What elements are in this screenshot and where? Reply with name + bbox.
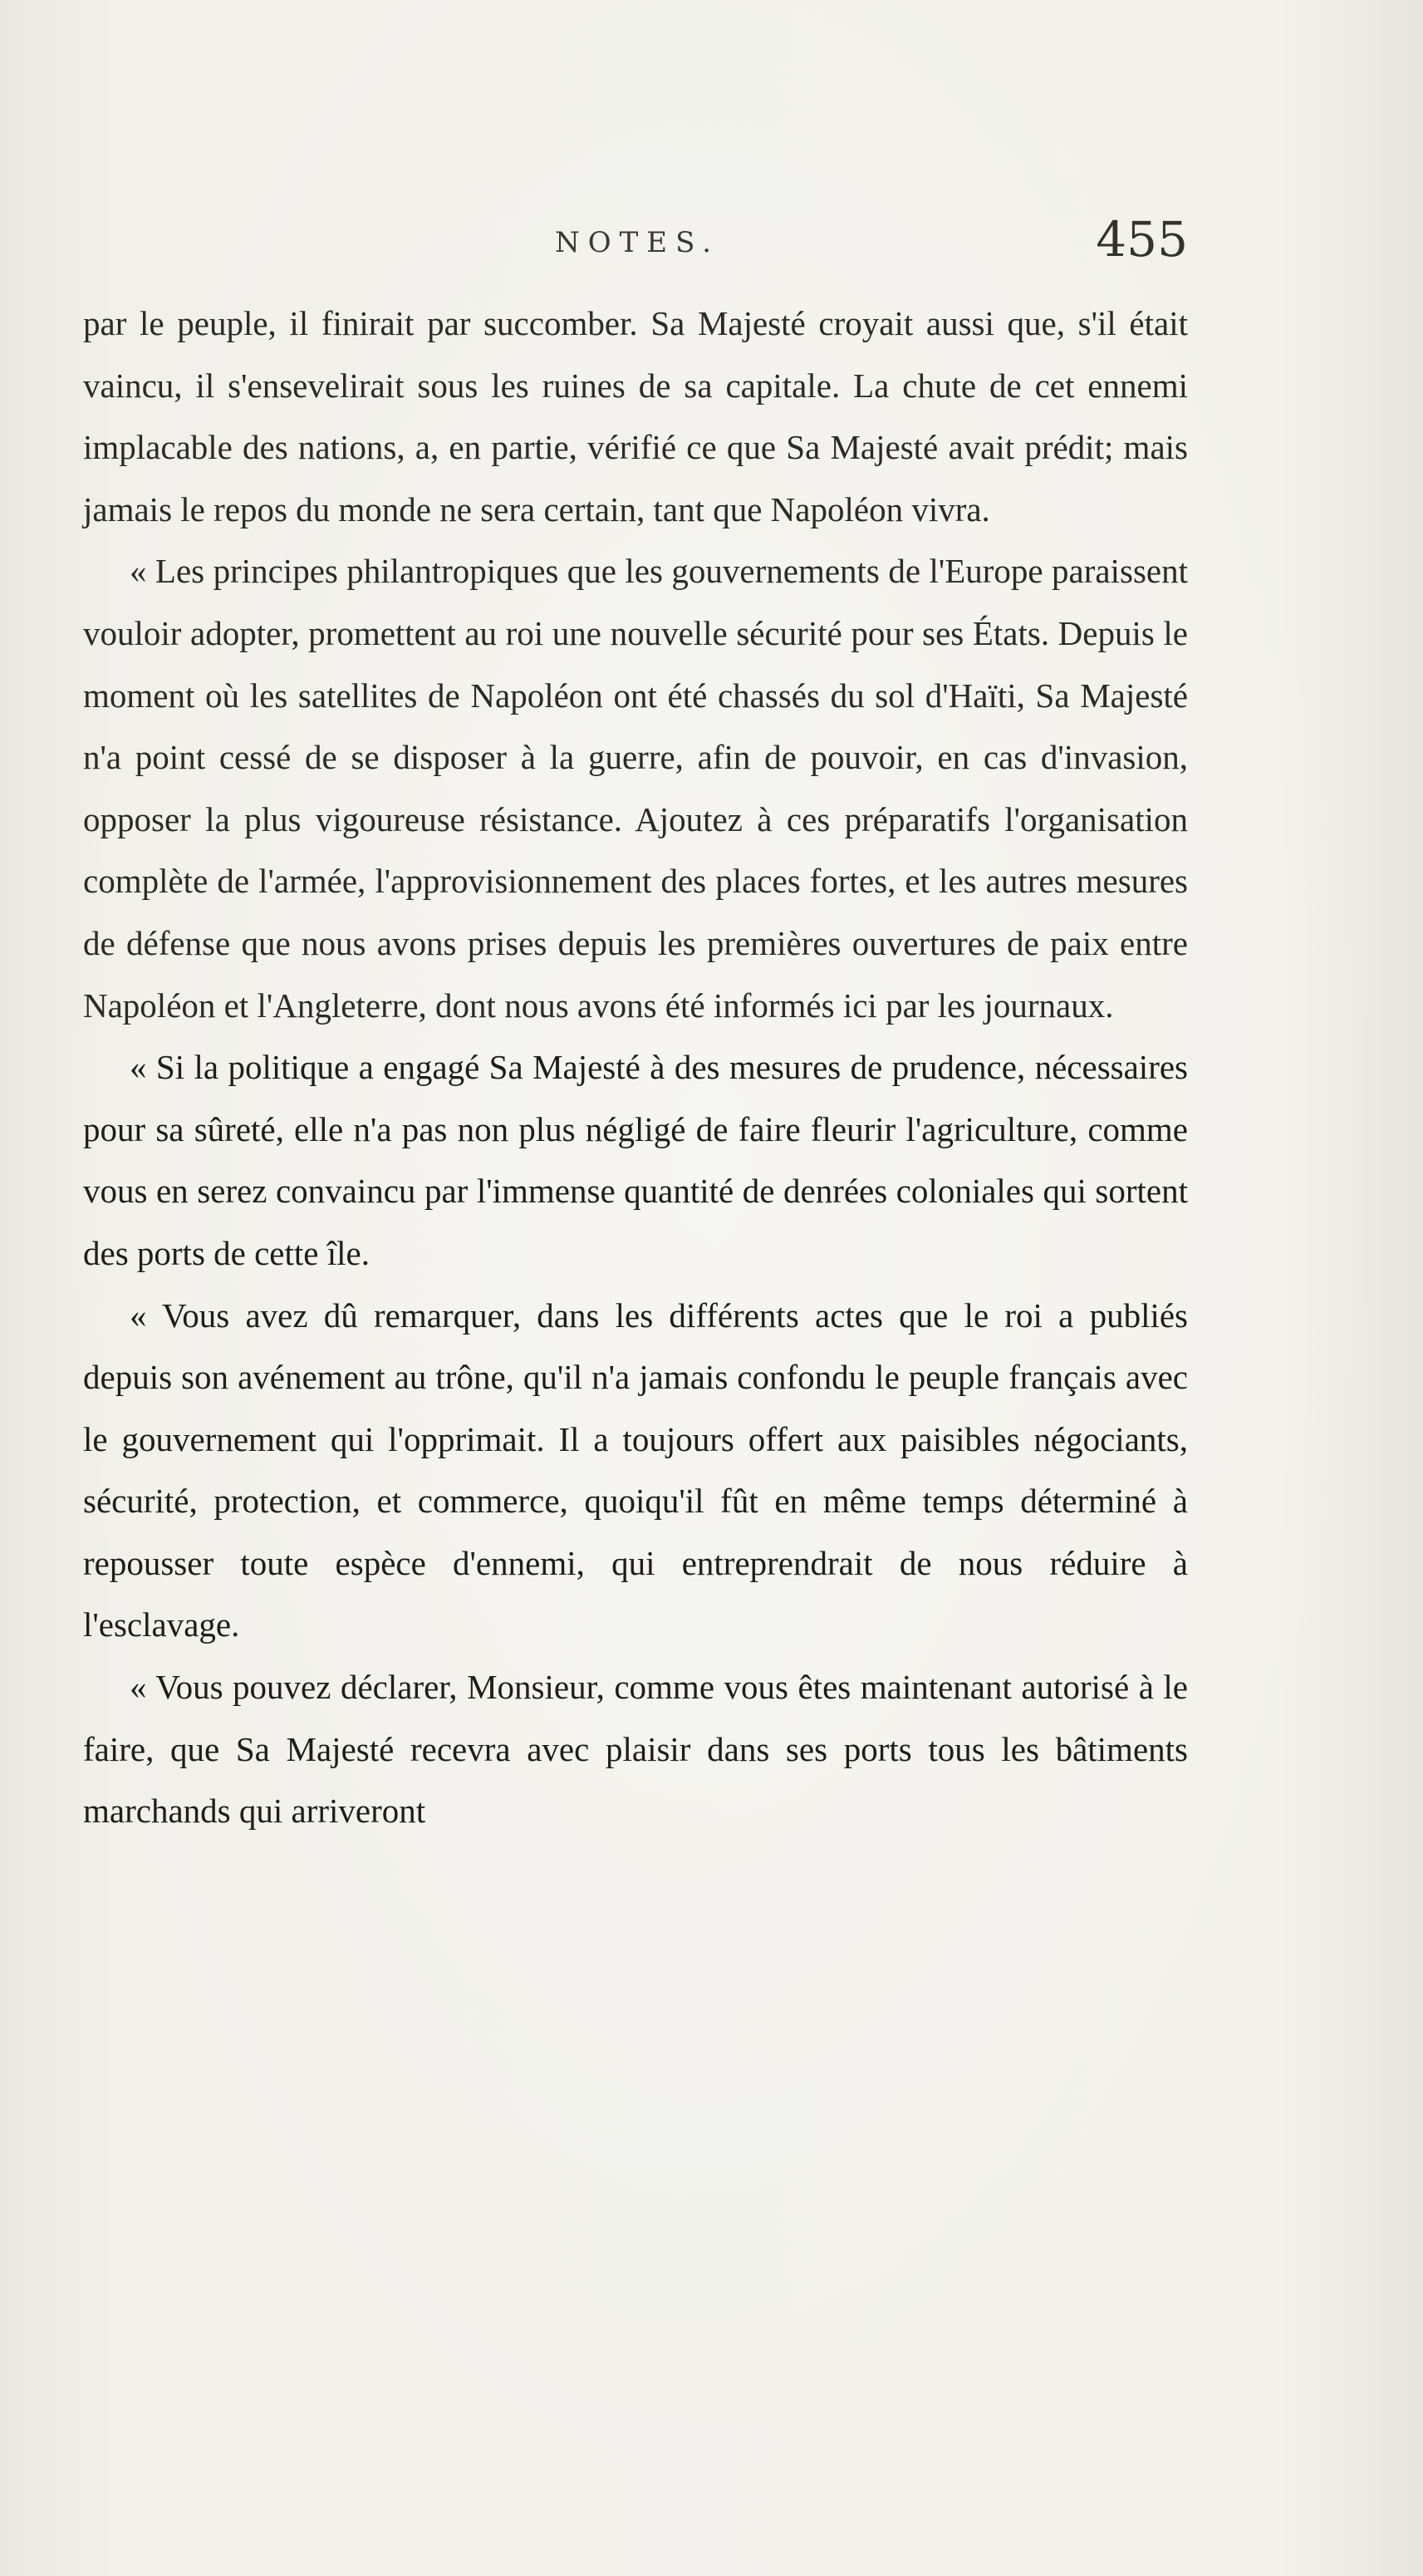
paragraph-4: « Vous avez dû remarquer, dans les différents actes que le roi a publiés depuis son avénement au trône, qu'il n'a jamais confondu le peuple français avec le gouvernement qui l'opprimait. Il a toujours offert aux paisibles négociants, sécurité, protection, et commerce, quoiqu'il fût en même temps déterminé à repousser toute espèce d'ennemi, qui entreprendrait de nous réduire à l'esclavage. — [83, 1295, 1188, 1644]
page-number: 455 — [1096, 211, 1188, 268]
paragraph-3: « Si la politique a engagé Sa Majesté à des mesures de prudence, nécessaires pour sa sûreté, elle n'a pas non plus négligé de faire fleurir l'agriculture, comme vous en serez convaincu par l'immense quantité de denrées coloniales qui sortent des ports de cette île. — [83, 1048, 1188, 1272]
paragraph-2: « Les principes philantropiques que les gouvernements de l'Europe paraissent vouloir adopter, promettent au roi une nouvelle sécurité pour ses États. Depuis le moment où les satellites de Napoléon ont été chassés du sol d'Haïti, Sa Majesté n'a point cessé de se disposer à la guerre, afin de pouvoir, en cas d'invasion, opposer la plus vigoureuse résistance. Ajoutez à ces préparatifs l'organisation complète de l'armée, l'approvisionnement des places fortes, et les autres mesures de défense que nous avons prises depuis les premières ouvertures de paix entre Napoléon et l'Angleterre, dont nous avons été informés ici par les journaux. — [83, 552, 1188, 1025]
paragraph-5: « Vous pouvez déclarer, Monsieur, comme vous êtes maintenant autorisé à le faire, que Sa Majesté recevra avec plaisir dans ses ports tous les bâtiments marchands qui arriveront — [83, 1668, 1188, 1831]
body-text — [83, 293, 1188, 1842]
page-header — [83, 211, 1188, 284]
paragraph-1: par le peuple, il finirait par succomber. Sa Majesté croyait aussi que, s'il était vaincu, il s'ensevelirait sous les ruines de sa capitale. La chute de cet ennemi implacable des nations, a, en partie, vérifié ce que Sa Majesté avait prédit; mais jamais le repos du monde ne sera certain, tant que Napoléon vivra. — [83, 304, 1188, 528]
running-head: NOTES. — [555, 226, 720, 259]
